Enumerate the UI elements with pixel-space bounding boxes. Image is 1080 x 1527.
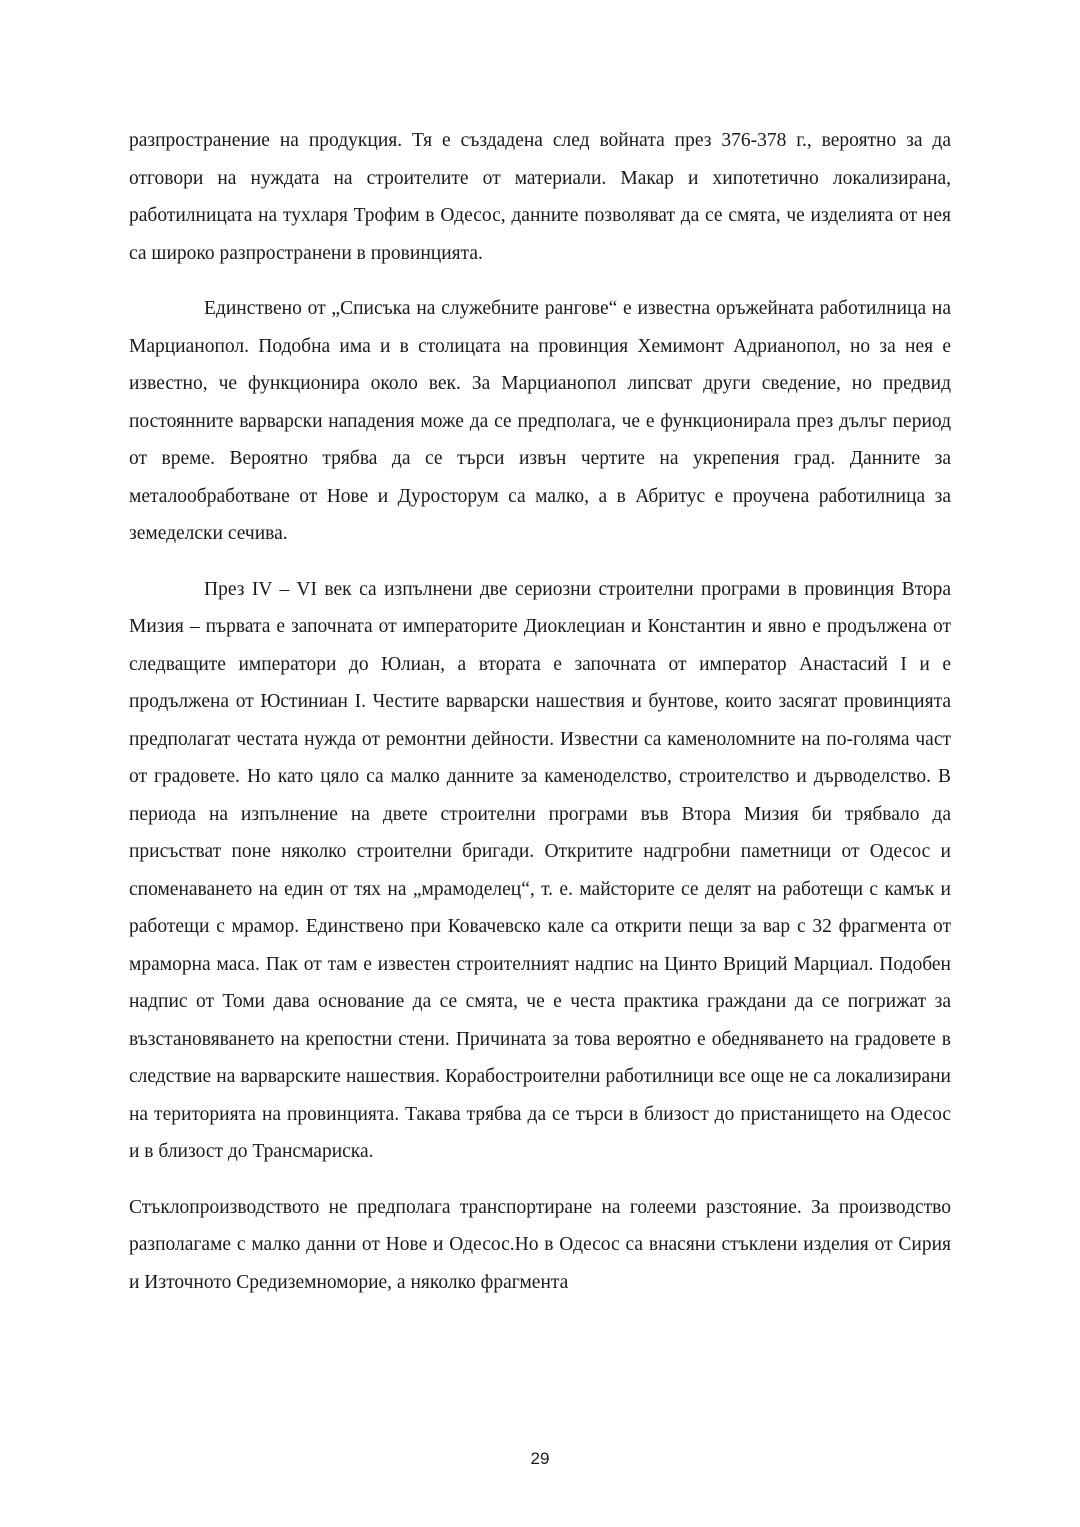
paragraph-3: През IV – VI век са изпълнени две сериозни строителни програми в провинция Втора Мизия – първата е започната от императорите Диоклециан и Константин и явно е продължена от следващите императори до Юлиан, а втората е започната от император Анастасий I и е продължена от Юстиниан I. Честите варварски нашествия и бунтове, които засягат провинцията предполагат честата нужда от ремонтни дейности. Известни са каменоломните на по-голяма част от градовете. Но като цяло са малко данните за каменоделство, строителство и дърводелство. В периода на изпълнение на двете строителни програми във Втора Мизия би трябвало да присъстват поне няколко строителни бригади. Откритите надгробни паметници от Одесос и споменаването на един от тях на „мрамоделец“, т. е. майсторите се делят на работещи с камък и работещи с мрамор. Единствено при Ковачевско кале са открити пещи за вар с 32 фрагмента от мраморна маса. Пак от там е известен строителният надпис на Цинто Вриций Марциал. Подобен надпис от Томи дава основание да се смята, че е честа практика граждани да се погрижат за възстановяването на крепостни стени. Причината за това вероятно е обедняването на градовете в следствие на варварските нашествия. Корабостроителни работилници все още не са локализирани на територията на провинцията. Такава трябва да се търси в близост до пристанището на Одесос и в близост до Трансмариска. — [129, 578, 951, 1162]
paragraph-1: разпространение на продукция. Тя е създадена след войната през 376-378 г., вероятно за да отговори на нуждата на строителите от материали. Макар и хипотетично локализирана, работилницата на тухларя Трофим в Одесос, данните позволяват да се смята, че изделията от нея са широко разпространени в провинцията. — [129, 130, 951, 264]
page-number: 29 — [530, 1449, 550, 1468]
paragraph-2: Единствено от „Списъка на служебните рангове“ е известна оръжейната работилница на Марцианопол. Подобна има и в столицата на провинция Хемимонт Адрианопол, но за нея е известно, че функционира около век. За Марцианопол липсват други сведение, но предвид постоянните варварски нападения може да се предполага, че е функционирала през дълъг период от време. Вероятно трябва да се търси извън чертите на укрепения град. Данните за металообработване от Нове и Дуросторум са малко, а в Абритус е проучена работилница за земеделски сечива. — [129, 298, 951, 544]
paragraph-4: Стъклопроизводството не предполага транспортиране на голееми разстояние. За производство разполагаме с малко данни от Нове и Одесос.Но в Одесос са внасяни стъклени изделия от Сирия и Източното Средиземноморие, а няколко фрагмента — [129, 1196, 951, 1293]
document-body — [129, 122, 951, 1301]
